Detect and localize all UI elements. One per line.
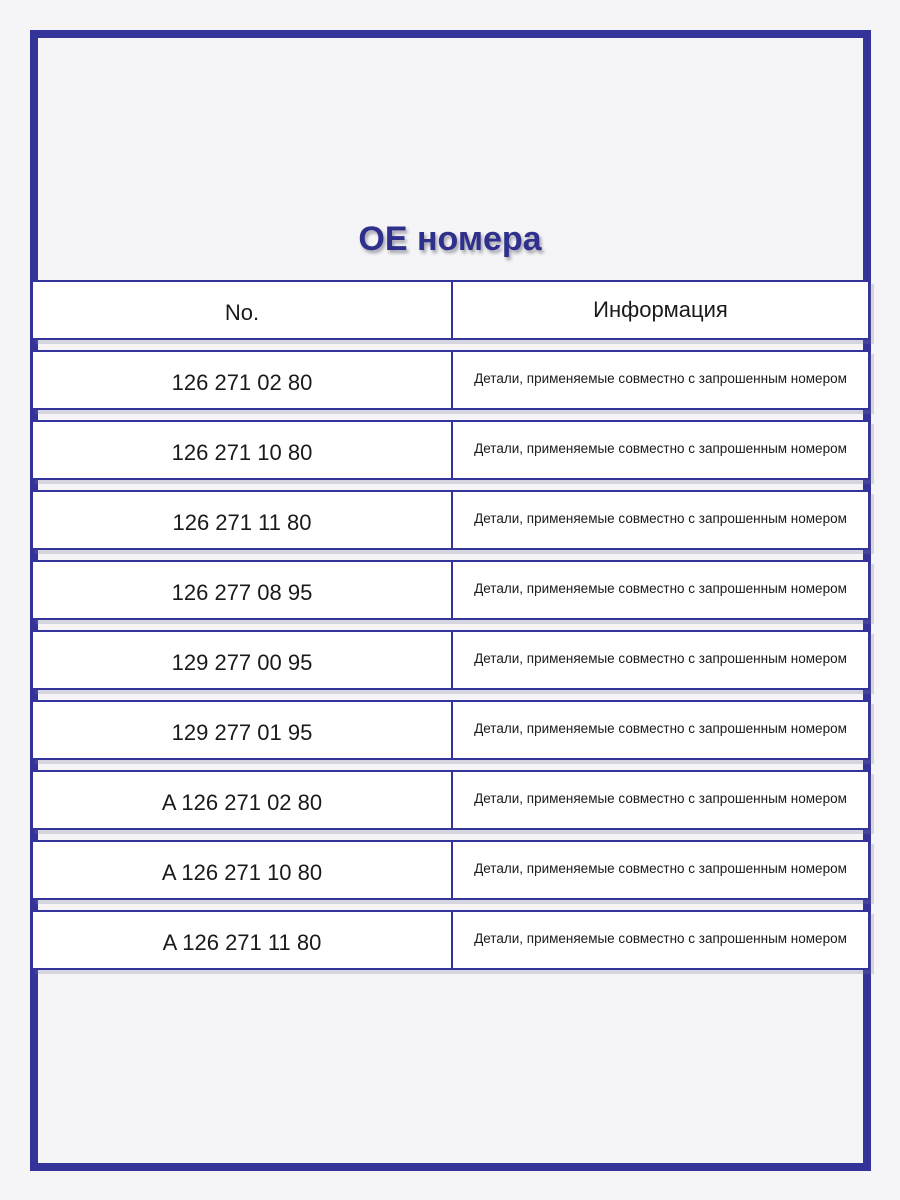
page-title: OE номера — [358, 220, 542, 258]
table-row — [31, 840, 870, 900]
oe-number: A 126 271 11 80 — [162, 930, 322, 955]
oe-number: 126 271 02 80 — [171, 370, 313, 395]
oe-number: 129 277 01 95 — [171, 720, 313, 745]
row-info: Детали, применяемые совместно с запрошенным номером — [451, 492, 868, 548]
table-row — [31, 770, 870, 830]
row-info: Детали, применяемые совместно с запрошенным номером — [451, 352, 868, 408]
table-row — [31, 560, 870, 620]
row-info: Детали, применяемые совместно с запрошенным номером — [451, 422, 868, 478]
row-info: Детали, применяемые совместно с запрошенным номером — [451, 702, 868, 758]
table-row — [31, 490, 870, 550]
oe-number: 129 277 00 95 — [171, 650, 313, 675]
row-info: Детали, применяемые совместно с запрошенным номером — [451, 632, 868, 688]
row-info: Детали, применяемые совместно с запрошенным номером — [451, 842, 868, 898]
table-row — [31, 420, 870, 480]
row-info: Детали, применяемые совместно с запрошенным номером — [451, 912, 868, 968]
oe-number: A 126 271 10 80 — [161, 860, 323, 885]
table-row — [31, 630, 870, 690]
oe-number: 126 271 11 80 — [172, 510, 312, 535]
table-row — [31, 350, 870, 410]
column-header-info: Информация — [451, 282, 868, 338]
oe-number: 126 271 10 80 — [171, 440, 313, 465]
column-header-no: No. — [224, 300, 260, 325]
row-info: Детали, применяемые совместно с запрошенным номером — [451, 562, 868, 618]
row-info: Детали, применяемые совместно с запрошенным номером — [451, 772, 868, 828]
table-row — [31, 700, 870, 760]
oe-number: A 126 271 02 80 — [161, 790, 323, 815]
oe-number: 126 277 08 95 — [171, 580, 313, 605]
table-row — [31, 910, 870, 970]
table-header — [31, 280, 870, 340]
